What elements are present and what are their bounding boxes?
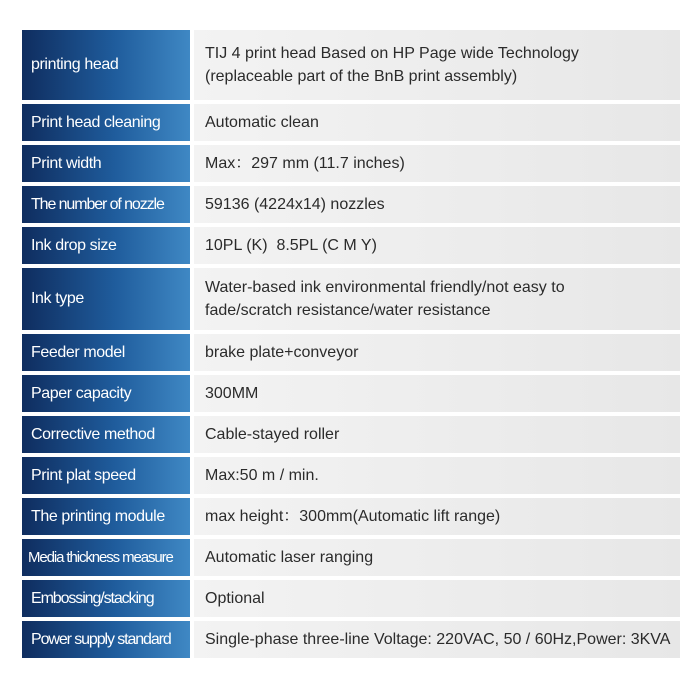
spec-value: Single-phase three-line Voltage: 220VAC, 50 / 60Hz,Power: 3KVA — [194, 621, 680, 658]
spec-value: max height：300mm(Automatic lift range) — [194, 498, 680, 535]
spec-value: Automatic laser ranging — [194, 539, 680, 576]
spec-row-power-supply — [22, 621, 680, 658]
spec-value: Water-based ink environmental friendly/not easy to fade/scratch resistance/water resistance — [194, 268, 680, 330]
spec-label: printing head — [22, 30, 190, 100]
spec-label: The printing module — [22, 498, 190, 535]
spec-value: Optional — [194, 580, 680, 617]
spec-value: brake plate+conveyor — [194, 334, 680, 371]
spec-label: Print width — [22, 145, 190, 182]
spec-label: Ink drop size — [22, 227, 190, 264]
spec-row-feeder-model — [22, 334, 680, 371]
spec-row-ink-type — [22, 268, 680, 330]
spec-row-print-width — [22, 145, 680, 182]
spec-label: Power supply standard — [22, 621, 190, 658]
spec-row-embossing-stacking — [22, 580, 680, 617]
spec-row-media-thickness — [22, 539, 680, 576]
spec-row-printing-module — [22, 498, 680, 535]
spec-label: Ink type — [22, 268, 190, 330]
spec-label: Media thickness measure — [22, 539, 190, 576]
spec-row-paper-capacity — [22, 375, 680, 412]
spec-label: Print head cleaning — [22, 104, 190, 141]
spec-label: Embossing/stacking — [22, 580, 190, 617]
spec-row-printing-head — [22, 30, 680, 100]
spec-value: 300MM — [194, 375, 680, 412]
spec-value: Automatic clean — [194, 104, 680, 141]
spec-value: Max:50 m / min. — [194, 457, 680, 494]
spec-row-ink-drop-size — [22, 227, 680, 264]
spec-row-corrective-method — [22, 416, 680, 453]
spec-table — [22, 30, 680, 658]
spec-value: TIJ 4 print head Based on HP Page wide Technology (replaceable part of the BnB print assembly) — [194, 30, 680, 100]
spec-label: Print plat speed — [22, 457, 190, 494]
spec-value: 10PL (K) 8.5PL (C M Y) — [194, 227, 680, 264]
spec-row-print-head-cleaning — [22, 104, 680, 141]
spec-label: Feeder model — [22, 334, 190, 371]
spec-value: 59136 (4224x14) nozzles — [194, 186, 680, 223]
spec-label: Corrective method — [22, 416, 190, 453]
spec-value: Max：297 mm (11.7 inches) — [194, 145, 680, 182]
spec-label: Paper capacity — [22, 375, 190, 412]
spec-row-print-plat-speed — [22, 457, 680, 494]
spec-value: Cable-stayed roller — [194, 416, 680, 453]
spec-label: The number of nozzle — [22, 186, 190, 223]
spec-row-number-of-nozzle — [22, 186, 680, 223]
